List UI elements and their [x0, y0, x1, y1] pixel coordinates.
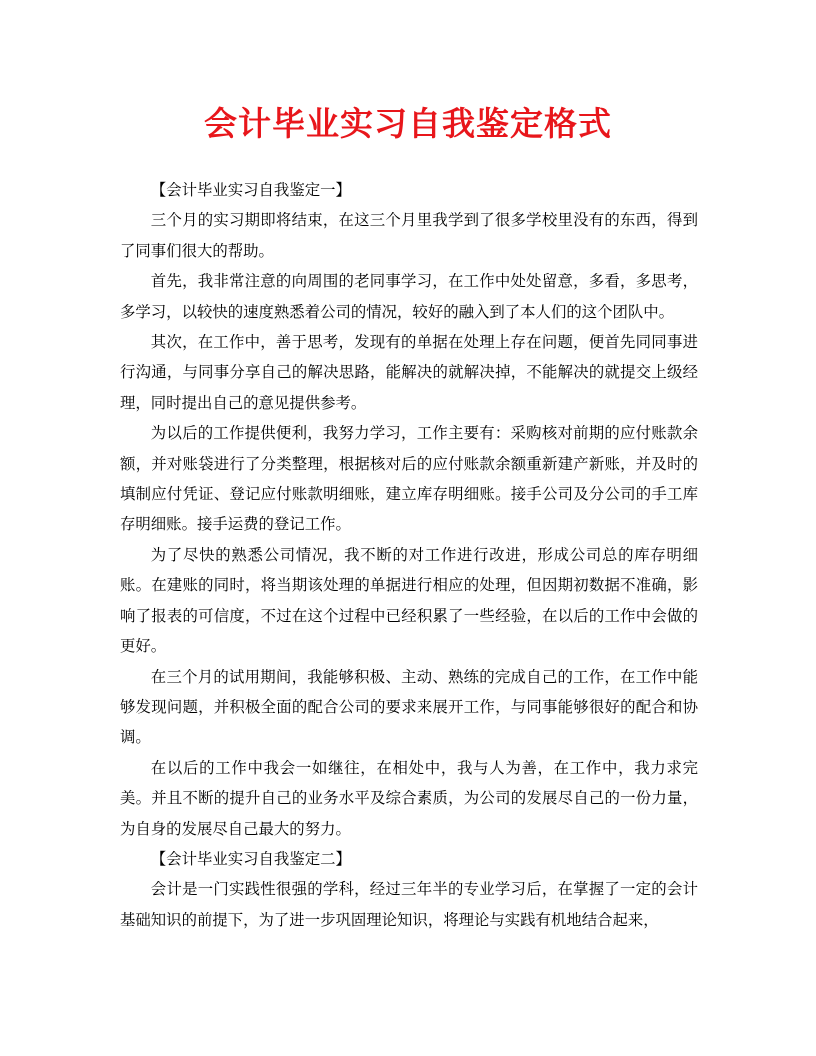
paragraph: 会计是一门实践性很强的学科，经过三年半的专业学习后，在掌握了一定的会计基础知识的前提下，为了进一步巩固理论知识，将理论与实践有机地结合起来， [120, 880, 698, 929]
paragraph: 在以后的工作中我会一如继往，在相处中，我与人为善，在工作中，我力求完美。并且不断的提升自己的业务水平及综合素质，为公司的发展尽自己的一份力量，为自身的发展尽自己最大的努力。 [120, 758, 698, 838]
paragraph: 其次，在工作中，善于思考，发现有的单据在处理上存在问题，便首先同同事进行沟通，与同事分享自己的解决思路，能解决的就解决掉，不能解决的就提交上级经理，同时提出自己的意见提供参考。 [120, 333, 698, 412]
section-heading-1: 【会计毕业实习自我鉴定一】 [150, 181, 351, 199]
paragraph: 首先，我非常注意的向周围的老同事学习，在工作中处处留意，多看，多思考，多学习，以较快的速度熟悉着公司的情况，较好的融入到了本人们的这个团队中。 [120, 272, 698, 321]
document-title: 会计毕业实习自我鉴定格式 [204, 104, 612, 143]
section-heading-2: 【会计毕业实习自我鉴定二】 [150, 849, 351, 868]
paragraph: 在三个月的试用期间，我能够积极、主动、熟练的完成自己的工作，在工作中能够发现问题，并积极全面的配合公司的要求来展开工作，与同事能够很好的配合和协调。 [120, 667, 698, 747]
paragraph: 为以后的工作提供便利，我努力学习，工作主要有：采购核对前期的应付账款余额，并对账袋进行了分类整理，根据核对后的应付账款余额重新建产新账，并及时的填制应付凭证、登记应付账款明细账，建立库存明细账。接手公司及分公司的手工库存明细账。接手运费的登记工作。 [120, 424, 698, 534]
document-body [120, 175, 698, 935]
paragraph: 三个月的实习期即将结束，在这三个月里我学到了很多学校里没有的东西，得到了同事们很大的帮助。 [120, 211, 698, 260]
paragraph: 为了尽快的熟悉公司情况，我不断的对工作进行改进，形成公司总的库存明细账。在建账的同时，将当期该处理的单据进行相应的处理，但因期初数据不准确，影响了报表的可信度，不过在这个过程中已经积累了一些经验，在以后的工作中会做的更好。 [120, 545, 698, 656]
